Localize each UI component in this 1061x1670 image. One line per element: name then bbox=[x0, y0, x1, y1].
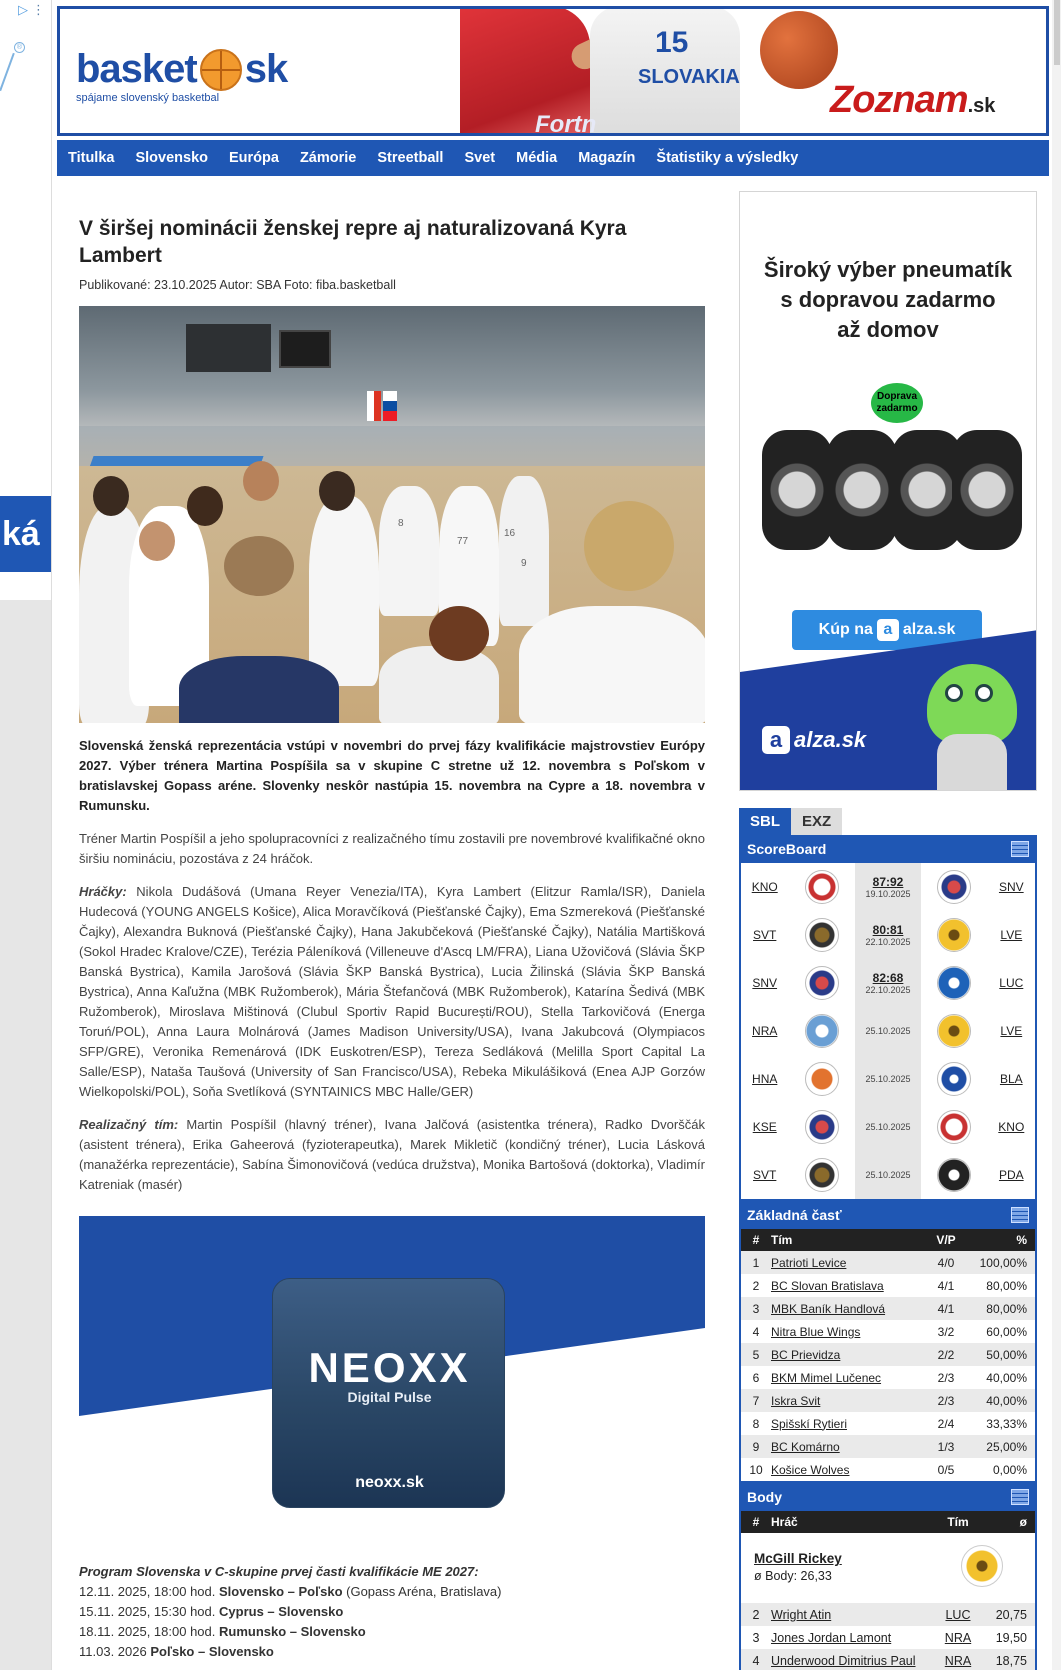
points-table bbox=[739, 1511, 1037, 1670]
program-row: 15.11. 2025, 15:30 hod. Cyprus – Slovensko bbox=[79, 1604, 344, 1619]
adchoices-icon[interactable]: ▷ ⋮ bbox=[18, 2, 45, 17]
standings-row bbox=[741, 1320, 1035, 1343]
home-team-code[interactable]: SNV bbox=[752, 975, 778, 990]
away-team-logo bbox=[937, 966, 971, 1000]
game-row[interactable] bbox=[741, 863, 1035, 911]
team-link[interactable]: Košice Wolves bbox=[771, 1462, 850, 1477]
staff-paragraph bbox=[79, 1115, 705, 1195]
team-link[interactable]: Iskra Svit bbox=[771, 1393, 821, 1408]
away-team-code[interactable]: PDA bbox=[998, 1167, 1024, 1182]
team-link[interactable]: NRA bbox=[944, 1653, 972, 1668]
site-logo[interactable] bbox=[76, 47, 287, 104]
player-figure bbox=[499, 476, 549, 626]
team-link[interactable]: BC Komárno bbox=[771, 1439, 840, 1454]
nav-magazin[interactable]: Magazín bbox=[578, 150, 636, 166]
standings-row bbox=[741, 1435, 1035, 1458]
flag-slovakia bbox=[383, 391, 397, 421]
home-team-logo bbox=[805, 1062, 839, 1096]
away-team-code[interactable]: LUC bbox=[999, 975, 1024, 990]
tire-image bbox=[827, 430, 897, 550]
game-result[interactable] bbox=[855, 1103, 921, 1151]
logo-text-left: basket bbox=[76, 47, 197, 91]
win-percentage: 40,00% bbox=[986, 1370, 1027, 1385]
rank: 1 bbox=[752, 1255, 760, 1270]
standings-row bbox=[741, 1412, 1035, 1435]
home-team-code[interactable]: HNA bbox=[752, 1071, 778, 1086]
players-list: Nikola Dudášová (Umana Reyer Venezia/ITA), Kyra Lambert (Elitzur Ramla/ISR), Daniela Hudecová (YOUNG ANGELS Košice), Alica Moravčíková (Piešťanské Čajky), Ema Szmereková (Piešťanské Čajky), Alexandra Buknová (Piešťanské Čajky), Hana Jakubčeková (Piešťanské Čajky), Natália Martišková (Sokol Hradec Kralove/CZE), Terézia Páleníková (Villeneuve d'Ascq LM/FRA), Liana Užovičová (Slávia ŠKP Banská Bystrica), Kamila Jarošová (Slávia ŠKP Banská Bystrica), Lucia Žilinská (Slávia ŠKP Banská Bystrica), Anna Kaľužna (MBK Ružomberok), Mária Štefančová (MBK Ružomberok), Katarína Šedivá (MBK Ružomberok), Miroslava Mištinová (Clubul Sportiv Rapid București/ROU), Stella Tarkovičová (Energa Toruń/POL), Anna Laura Molnárová (James Madison University/USA), Ivana Jakubcová (Olympiacos SFP/GRE), Veronika Remenárová (IDK Euskotren/ESP), Tereza Sedláková (Melilla Sport Capital La Salle/ESP), Nataša Taušová (University of San Francisco/USA), Rebeka Mikulášiková (Enea AJP Gorzów Wielkopolski/POL), Soňa Svetlíková (SYNTAINICS MBC Halle/GER) bbox=[79, 884, 705, 1099]
win-percentage: 60,00% bbox=[986, 1324, 1027, 1339]
article-photo[interactable] bbox=[79, 306, 705, 723]
player-figure bbox=[379, 646, 499, 723]
nav-svet[interactable]: Svet bbox=[464, 150, 496, 166]
rank: 3 bbox=[752, 1630, 760, 1645]
league-tabs bbox=[739, 808, 1037, 835]
buy-on-alza-button[interactable]: Kúp na a alza.sk bbox=[792, 610, 982, 650]
home-team-logo bbox=[805, 918, 839, 952]
program-row: 11.03. 2026 Poľsko – Slovensko bbox=[79, 1644, 274, 1659]
scoreboard bbox=[739, 863, 1037, 1201]
home-team-code[interactable]: KNO bbox=[751, 879, 778, 894]
nav-titulka[interactable]: Titulka bbox=[68, 150, 115, 166]
alza-logo: a alza.sk bbox=[762, 726, 866, 754]
win-percentage: 33,33% bbox=[986, 1416, 1027, 1431]
partner-logo[interactable]: Zoznam.sk bbox=[830, 79, 996, 121]
standings-table bbox=[739, 1229, 1037, 1483]
staff-list: Martin Pospíšil (hlavný tréner), Ivana Jalčová (asistentka trénera), Radko Dvorščák (asistent trénera), Erika Gaheerová (fyzioterapeutka), Marek Mikletič (kondičný tréner), Lucia Lásková (manažérka reprezentácie), Sabína Šimonovičová (vedúca družstva), Monika Bartošová (doktorka), Vladimír Katreniak (masér) bbox=[79, 1117, 705, 1192]
photo-jersey-number: 9 bbox=[521, 558, 527, 569]
away-team-logo bbox=[937, 1062, 971, 1096]
standings-row bbox=[741, 1251, 1035, 1274]
away-team-code[interactable]: LVE bbox=[1000, 1023, 1023, 1038]
flag-czech bbox=[367, 391, 381, 421]
program-row: 12.11. 2025, 18:00 hod. Slovensko – Poľsko (Gopass Aréna, Bratislava) bbox=[79, 1584, 502, 1599]
nav-statistiky[interactable]: Štatistiky a výsledky bbox=[656, 150, 799, 166]
points-row bbox=[741, 1603, 1035, 1626]
photo-jersey-number: 77 bbox=[457, 536, 469, 547]
rank: 4 bbox=[752, 1324, 760, 1339]
article bbox=[79, 215, 705, 1662]
game-row[interactable] bbox=[741, 911, 1035, 959]
home-team-code[interactable]: NRA bbox=[752, 1023, 778, 1038]
game-row[interactable] bbox=[741, 1055, 1035, 1103]
standings-row bbox=[741, 1458, 1035, 1481]
neoxx-tile bbox=[272, 1278, 505, 1508]
standings-head: # Tím V/P % bbox=[741, 1229, 1035, 1251]
rank: 2 bbox=[752, 1278, 760, 1293]
photo-jersey-number: 8 bbox=[398, 518, 404, 529]
home-team-logo bbox=[805, 1158, 839, 1192]
game-result[interactable] bbox=[855, 959, 921, 1007]
win-percentage: 100,00% bbox=[979, 1255, 1027, 1270]
site-container bbox=[51, 0, 1052, 1670]
article-title: V širšej nominácii ženskej repre aj naturalizovaná Kyra Lambert bbox=[79, 217, 627, 267]
home-team-code[interactable]: KSE bbox=[752, 1119, 777, 1134]
team-link[interactable]: Spišskí Rytieri bbox=[771, 1416, 848, 1431]
tire-image bbox=[762, 430, 832, 550]
away-team-code[interactable]: KNO bbox=[998, 1119, 1025, 1134]
top-scorer-name[interactable]: McGill Rickey bbox=[754, 1551, 842, 1566]
neoxx-url: neoxx.sk bbox=[355, 1474, 424, 1491]
scoreboard-screen bbox=[186, 324, 271, 372]
away-team-code[interactable]: LVE bbox=[1000, 927, 1023, 942]
win-loss: 4/0 bbox=[937, 1255, 955, 1270]
tire-image bbox=[952, 430, 1022, 550]
rank: 10 bbox=[749, 1462, 763, 1477]
team-link[interactable]: Nitra Blue Wings bbox=[771, 1324, 861, 1339]
table-icon[interactable] bbox=[1011, 1489, 1029, 1505]
away-team-logo bbox=[937, 918, 971, 952]
home-team-code[interactable]: SVT bbox=[753, 927, 777, 942]
rank: 9 bbox=[752, 1439, 760, 1454]
game-date: 22.10.2025 bbox=[865, 936, 911, 947]
away-team-code[interactable]: BLA bbox=[999, 1071, 1023, 1086]
win-percentage: 50,00% bbox=[986, 1347, 1027, 1362]
points-head: # Hráč Tím ø bbox=[741, 1511, 1035, 1533]
win-loss: 0/5 bbox=[937, 1462, 955, 1477]
home-team-logo bbox=[805, 1110, 839, 1144]
game-date: 25.10.2025 bbox=[865, 1073, 911, 1084]
page-background bbox=[0, 600, 51, 1670]
win-percentage: 0,00% bbox=[992, 1462, 1027, 1477]
sidebar bbox=[739, 191, 1037, 1670]
person-head bbox=[187, 486, 223, 526]
team-link[interactable]: BKM Mimel Lučenec bbox=[771, 1370, 882, 1385]
points-header: Body bbox=[739, 1483, 1037, 1511]
registered-icon: ® bbox=[14, 42, 25, 53]
away-team-code[interactable]: SNV bbox=[998, 879, 1024, 894]
nav-streetball[interactable]: Streetball bbox=[377, 150, 444, 166]
game-result[interactable] bbox=[855, 863, 921, 911]
neoxx-subtitle: Digital Pulse bbox=[347, 1389, 432, 1405]
side-tab: ká bbox=[0, 496, 51, 572]
nav-media[interactable]: Média bbox=[516, 150, 558, 166]
game-date: 19.10.2025 bbox=[865, 888, 911, 899]
game-score[interactable]: 80:81 bbox=[872, 922, 904, 937]
table-icon[interactable] bbox=[1011, 1207, 1029, 1223]
nav-slovensko[interactable]: Slovensko bbox=[135, 150, 208, 166]
team-link[interactable]: BC Slovan Bratislava bbox=[771, 1278, 884, 1293]
win-loss: 1/3 bbox=[937, 1439, 955, 1454]
person-head bbox=[584, 501, 674, 591]
game-result[interactable] bbox=[855, 1151, 921, 1199]
game-date: 25.10.2025 bbox=[865, 1121, 911, 1132]
win-loss: 4/1 bbox=[937, 1278, 955, 1293]
win-loss: 4/1 bbox=[937, 1301, 955, 1316]
site-tagline: spájame slovenský basketbal bbox=[76, 92, 220, 104]
win-percentage: 80,00% bbox=[986, 1278, 1027, 1293]
points-average: 18,75 bbox=[995, 1653, 1027, 1668]
scoreboard-display bbox=[279, 330, 331, 368]
table-icon[interactable] bbox=[1011, 841, 1029, 857]
win-loss: 2/4 bbox=[937, 1416, 955, 1431]
standings-row bbox=[741, 1389, 1035, 1412]
scrollbar-thumb[interactable] bbox=[1054, 0, 1060, 65]
program-row: 18.11. 2025, 18:00 hod. Rumunsko – Slovensko bbox=[79, 1624, 366, 1639]
alza-a-icon: a bbox=[877, 619, 899, 641]
player-link[interactable]: Underwood Dimitrius Paul bbox=[771, 1653, 916, 1668]
person-head bbox=[429, 606, 489, 661]
standings-header: Základná časť bbox=[739, 1201, 1037, 1229]
rank: 6 bbox=[752, 1370, 760, 1385]
away-team-logo bbox=[937, 1158, 971, 1192]
tab-sbl[interactable]: SBL bbox=[739, 808, 791, 835]
points-average: 19,50 bbox=[995, 1630, 1027, 1645]
banner-players-image bbox=[460, 6, 860, 136]
away-team-logo bbox=[937, 870, 971, 904]
scoreboard-header: ScoreBoard bbox=[739, 835, 1037, 863]
players-label: Hráčky: bbox=[79, 884, 127, 899]
photo-jersey-number: 16 bbox=[504, 528, 516, 539]
banner-sponsor-text: Fortn bbox=[535, 111, 597, 136]
game-result[interactable] bbox=[855, 1007, 921, 1055]
team-link[interactable]: BC Prievidza bbox=[771, 1347, 841, 1362]
win-percentage: 40,00% bbox=[986, 1393, 1027, 1408]
game-result[interactable] bbox=[855, 911, 921, 959]
person-head bbox=[224, 536, 294, 596]
game-date: 22.10.2025 bbox=[865, 984, 911, 995]
article-paragraph: Tréner Martin Pospíšil a jeho spolupracovníci z realizačného tímu zostavili pre novembrové kvalifikačné okno širšiu nomináciu, pozostáva z 24 hráčok. bbox=[79, 831, 705, 866]
team-logo bbox=[961, 1545, 1003, 1587]
free-delivery-badge: Doprava zadarmo bbox=[871, 383, 923, 423]
header-banner[interactable] bbox=[57, 6, 1049, 136]
game-row[interactable] bbox=[741, 1103, 1035, 1151]
home-team-logo bbox=[805, 870, 839, 904]
win-loss: 2/2 bbox=[937, 1347, 955, 1362]
player-figure bbox=[379, 486, 439, 616]
person-head bbox=[243, 461, 279, 501]
person-head bbox=[93, 476, 129, 516]
player-figure bbox=[519, 606, 705, 723]
players-paragraph bbox=[79, 882, 705, 1102]
article-lead: Slovenská ženská reprezentácia vstúpi v novembri do prvej fázy kvalifikácie majstrovstiev Európy 2027. Výber trénera Martina Pospíšila sa v skupine C stretne už 12. novembra s Poľskom v bratislavskej Gopass aréne. Slovenky neskôr nastúpia 15. novembra na Cypre a 18. novembra v Rumunsku. bbox=[79, 738, 705, 813]
person-head bbox=[319, 471, 355, 511]
game-result[interactable] bbox=[855, 1055, 921, 1103]
program-section bbox=[79, 1562, 705, 1662]
staff-label: Realizačný tím: bbox=[79, 1117, 179, 1132]
standings-row bbox=[741, 1366, 1035, 1389]
neoxx-ad[interactable] bbox=[79, 1216, 705, 1518]
rank: 2 bbox=[752, 1607, 760, 1622]
alza-ad[interactable] bbox=[739, 191, 1037, 791]
team-link[interactable]: Patrioti Levice bbox=[771, 1255, 847, 1270]
jersey-number: 15 bbox=[655, 26, 689, 59]
standings-row bbox=[741, 1297, 1035, 1320]
win-loss: 2/3 bbox=[937, 1393, 955, 1408]
game-date: 25.10.2025 bbox=[865, 1025, 911, 1036]
program-title: Program Slovenska v C-skupine prvej časti kvalifikácie ME 2027: bbox=[79, 1564, 479, 1579]
team-link[interactable]: NRA bbox=[944, 1630, 972, 1645]
neoxx-brand: NEOXX bbox=[308, 1344, 471, 1391]
game-date: 25.10.2025 bbox=[865, 1169, 911, 1180]
player-link[interactable]: Jones Jordan Lamont bbox=[771, 1630, 892, 1645]
rank: 8 bbox=[752, 1416, 760, 1431]
nav-europa[interactable]: Európa bbox=[229, 150, 279, 166]
game-row[interactable] bbox=[741, 1007, 1035, 1055]
win-loss: 3/2 bbox=[937, 1324, 955, 1339]
rank: 7 bbox=[752, 1393, 760, 1408]
team-link[interactable]: LUC bbox=[945, 1607, 971, 1622]
main-navigation bbox=[57, 140, 1049, 176]
basketball-image bbox=[760, 11, 838, 89]
home-team-logo bbox=[805, 1014, 839, 1048]
rank: 3 bbox=[752, 1301, 760, 1316]
left-gutter bbox=[0, 0, 51, 1670]
top-scorer-average: ø Body: 26,33 bbox=[754, 1569, 832, 1583]
win-percentage: 25,00% bbox=[986, 1439, 1027, 1454]
points-row bbox=[741, 1649, 1035, 1670]
article-meta: Publikované: 23.10.2025 Autor: SBA Foto: fiba.basketball bbox=[79, 278, 396, 292]
player-figure bbox=[179, 656, 339, 723]
tab-exz[interactable]: EXZ bbox=[791, 808, 842, 835]
more-options-icon[interactable]: ⋮ bbox=[32, 2, 45, 17]
person-head bbox=[139, 521, 175, 561]
player-link[interactable]: Wright Atin bbox=[771, 1607, 832, 1622]
game-score[interactable]: 87:92 bbox=[872, 874, 904, 889]
game-score[interactable]: 82:68 bbox=[872, 970, 904, 985]
points-average: 20,75 bbox=[995, 1607, 1027, 1622]
basketball-icon bbox=[200, 49, 242, 91]
rank: 4 bbox=[752, 1653, 760, 1668]
away-team-logo bbox=[937, 1014, 971, 1048]
top-scorer[interactable] bbox=[741, 1533, 1035, 1603]
win-loss: 2/3 bbox=[937, 1370, 955, 1385]
decorative-line bbox=[0, 53, 15, 91]
team-link[interactable]: MBK Baník Handlová bbox=[771, 1301, 886, 1316]
away-team-logo bbox=[937, 1110, 971, 1144]
home-team-logo bbox=[805, 966, 839, 1000]
coach-figure bbox=[309, 496, 379, 686]
standings-row bbox=[741, 1343, 1035, 1366]
points-row bbox=[741, 1626, 1035, 1649]
alza-ad-headline: Široký výber pneumatík s dopravou zadarmo až domov bbox=[763, 257, 1013, 342]
alza-mascot-image bbox=[927, 654, 1017, 791]
logo-text-right: sk bbox=[244, 47, 288, 91]
game-row[interactable] bbox=[741, 1151, 1035, 1199]
jersey-text: SLOVAKIA bbox=[638, 66, 740, 88]
win-percentage: 80,00% bbox=[986, 1301, 1027, 1316]
game-row[interactable] bbox=[741, 959, 1035, 1007]
home-team-code[interactable]: SVT bbox=[753, 1167, 777, 1182]
rank: 5 bbox=[752, 1347, 760, 1362]
nav-zamorie[interactable]: Zámorie bbox=[299, 150, 357, 166]
standings-row bbox=[741, 1274, 1035, 1297]
scrollbar[interactable] bbox=[1052, 0, 1061, 1670]
